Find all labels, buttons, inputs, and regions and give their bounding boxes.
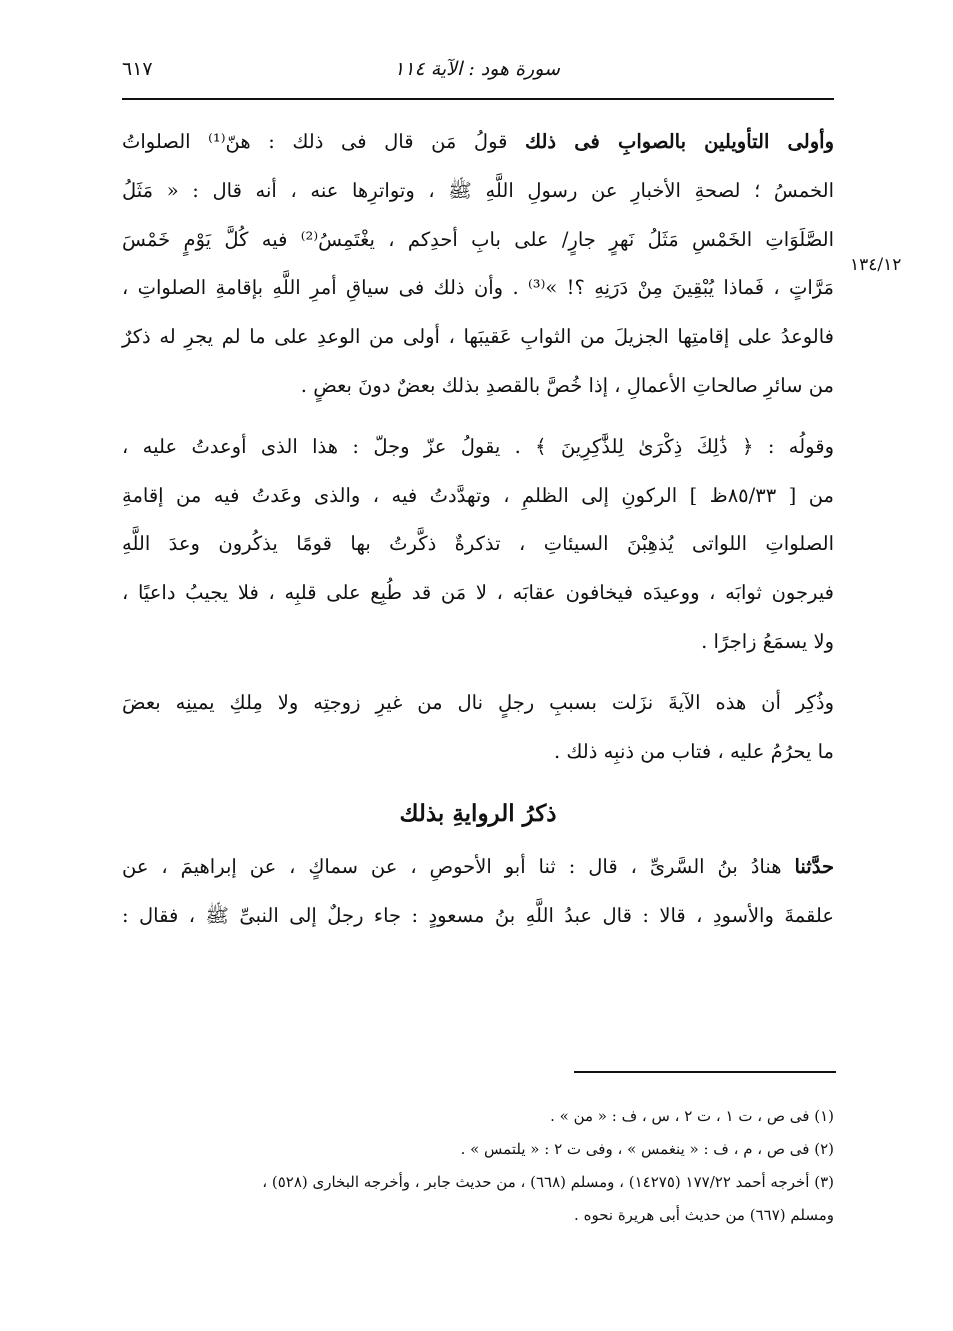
- main-text: [122, 118, 834, 941]
- footnote-3-continued: ومسلم (٦٦٧) من حديث أبى هريرة نحوه .: [574, 1206, 834, 1224]
- footnotes: [122, 1100, 834, 1232]
- text-line: مَرَّاتٍ ، فَماذا يُبْقِينَ مِنْ دَرَنِهِ ؟! »⁽³⁾ . وأن ذلك فى سياقِ أمرِ اللَّهِ بإقامةِ الصلواتِ ،: [122, 276, 834, 300]
- text-line: فيرجون ثوابَه ، ووعيدَه فيخافون عقابَه ، لا مَن قد طُبِع على قلبِه ، فلا يجيبُ داعيًا ،: [122, 581, 834, 605]
- header-title: سورة هود : الآية ١١٤: [394, 58, 560, 80]
- header-rule: [122, 98, 834, 100]
- text-line: وقولُه : ﴿ ذَٰلِكَ ذِكْرَىٰ لِلذَّٰكِرِينَ ﴾ . يقولُ عزّ وجلّ : هذا الذى أوعدتُ عليه ،: [122, 434, 834, 458]
- bold-lead: حدَّثنا: [794, 855, 834, 879]
- text-line: من [ ٨٥/٣٣ظ ] الركونِ إلى الظلمِ ، وتهدَّدتُ فيه ، والذى وعَدتُ فيه من إقامةِ: [122, 483, 834, 507]
- section-heading: ذكرُ الروايةِ بذلك: [399, 800, 557, 828]
- footnote-rule: [574, 1071, 836, 1073]
- text-line: ما يحرُمُ عليه ، فتاب من ذنبِه ذلك .: [553, 739, 834, 763]
- text-run: هنادُ بنُ السَّرىِّ ، قال : ثنا أبو الأحوصِ ، عن سماكٍ ، عن إبراهيمَ ، عن: [122, 855, 782, 879]
- paragraph-4: [122, 843, 834, 941]
- margin-reference: ١٣٤/١٢: [850, 255, 902, 275]
- paragraph-2: [122, 423, 834, 667]
- text-line: ولا يسمَعُ زاجرًا .: [701, 629, 834, 653]
- text-line: علقمةَ والأسودِ ، قالا : قال عبدُ اللَّهِ بنُ مسعودٍ : جاء رجلٌ إلى النبىِّ ﷺ ، فقال :: [122, 904, 834, 928]
- footnote-1: (١) فى ص ، ت ١ ، ت ٢ ، س ، ف : « من » .: [550, 1107, 834, 1125]
- text-line: [122, 118, 834, 167]
- text-run: قولُ مَن قال فى ذلك : هنّ⁽¹⁾ الصلواتُ: [122, 130, 508, 153]
- text-line: فالوعدُ على إقامتِها الجزيلَ من الثوابِ عَقيبَها ، أولى من الوعدِ على ما لم يجرِ له ذكرٌ: [122, 325, 834, 349]
- text-line: الصلواتِ اللواتى يُذهِبْنَ السيئاتِ ، تذكرةٌ ذكَّرتُ بها قومًا يذكُرون وعدَ اللَّهِ: [122, 532, 834, 556]
- text-line: وذُكِر أن هذه الآيةَ نزَلت بسببِ رجلٍ نال من غيرِ زوجتِه ولا مِلكِ يمينِه بعضَ: [122, 690, 834, 714]
- running-header: [122, 52, 832, 96]
- paragraph-1: [122, 118, 834, 411]
- text-line: الخمسُ ؛ لصحةِ الأخبارِ عن رسولِ اللَّهِ ﷺ ، وتواترِها عنه ، أنه قال : « مَثَلُ: [122, 178, 834, 202]
- text-line: من سائرِ صالحاتِ الأعمالِ ، إذا خُصَّ بالقصدِ بذلك بعضٌ دونَ بعضٍ .: [300, 373, 834, 397]
- footnote-3: (٣) أخرجه أحمد ١٧٧/٢٢ (١٤٢٧٥) ، ومسلم (٦٦٨) ، من حديث جابر ، وأخرجه البخارى (٥٢٨) ،: [262, 1173, 834, 1191]
- bold-lead: وأولى التأويلين بالصوابِ فى ذلك: [525, 130, 834, 153]
- footnote-2: (٢) فى ص ، م ، ف : « ينغمس » ، وفى ت ٢ : « يلتمس » .: [460, 1140, 834, 1158]
- text-line: الصَّلَوَاتِ الخَمْسِ مَثَلُ نَهرٍ جارٍ/ على بابِ أحدِكم ، يغْتَمِسُ⁽²⁾ فيه كُلَّ يَوْمٍ خَمْسَ: [122, 227, 834, 251]
- page-number: ٦١٧: [122, 58, 153, 80]
- paragraph-3: [122, 679, 834, 777]
- text-line: [122, 843, 834, 892]
